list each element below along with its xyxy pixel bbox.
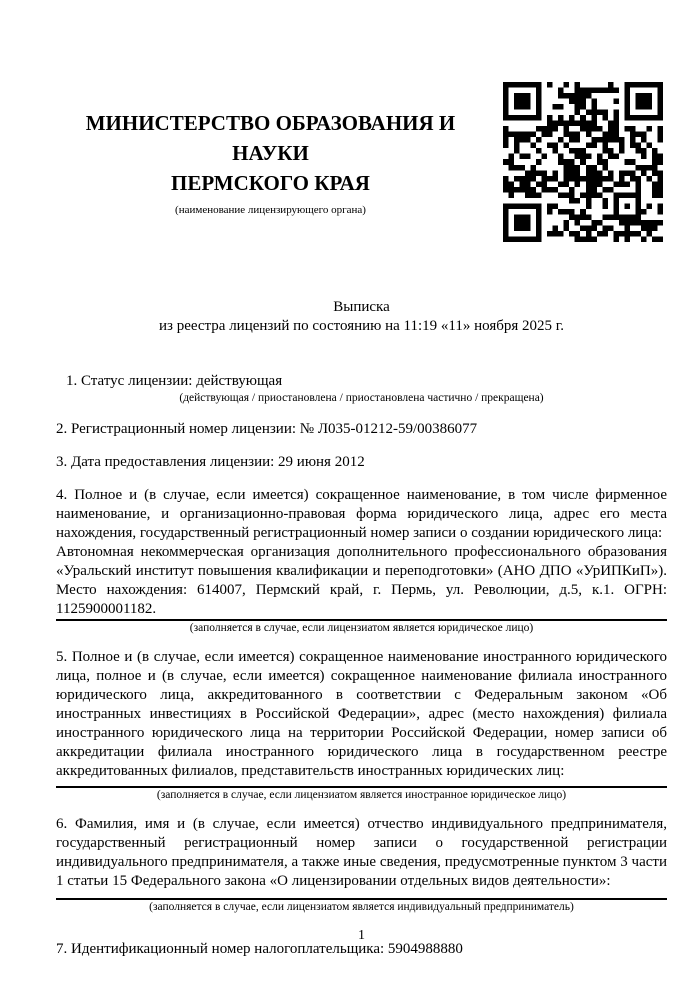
qr-code-icon — [503, 82, 663, 242]
legal-entity-caption: (заполняется в случае, если лицензиатом является юридическое лицо) — [189, 622, 534, 634]
license-registration-number: 2. Регистрационный номер лицензии: № Л035-01212-59/00386077 — [56, 421, 478, 437]
document-body — [56, 298, 667, 959]
foreign-entity-question: 5. Полное и (в случае, если имеется) сокращенное наименование иностранного юридического лица, полное и (в случае, если имеется) сокращенное наименование филиала иностранного юридического лица, аккредитованного в соответствии с Федеральным законом «Об иностранных инвестициях в Российской Федерации», адрес (место нахождения) филиала иностранного юридического лица на территории Российской Федерации, номер записи об аккредитации филиала иностранного юридического лица в государственном реестре аккредитованных филиалов, представительств иностранных юридических лиц: — [56, 649, 667, 779]
taxpayer-id: 7. Идентификационный номер налогоплательщика: 5904988880 — [56, 941, 463, 957]
license-status-caption: (действующая / приостановлена / приостановлена частично / прекращена) — [179, 392, 544, 404]
license-grant-date: 3. Дата предоставления лицензии: 29 июня 2012 — [56, 454, 365, 470]
legal-entity-question: 4. Полное и (в случае, если имеется) сокращенное наименование, в том числе фирменное наименование, и организационно-правовая форма юридического лица, адрес его места нахождения, государственный регистрационный номер записи о создании юридического лица: — [56, 487, 667, 541]
foreign-entity-caption: (заполняется в случае, если лицензиатом является иностранное юридическое лицо) — [156, 789, 567, 801]
ministry-name — [56, 108, 485, 198]
document-title — [56, 298, 667, 336]
entrepreneur-caption: (заполняется в случае, если лицензиатом является индивидуальный предприниматель) — [149, 901, 574, 913]
licensing-authority-block — [56, 108, 503, 217]
legal-entity-answer: Автономная некоммерческая организация дополнительного профессионального образования «Уральский институт повышения квалификации и переподготовки» (АНО ДПО «УрИПКиП»). Место нахождения: 614007, Пермский край, г. Пермь, ул. Революции, д.5, к.1. ОГРН: 1125900001182. — [56, 544, 667, 617]
ministry-caption: (наименование лицензирующего органа) — [175, 203, 366, 216]
page-number: 1 — [358, 928, 365, 943]
entrepreneur-question: 6. Фамилия, имя и (в случае, если имеется) отчество индивидуального предпринимателя, государственный регистрационный номер записи о государственной регистрации индивидуального предпринимателя, а также иные сведения, предусмотренные пунктом 3 части 1 статьи 15 Федерального закона «О лицензировании отдельных видов деятельности»: — [56, 816, 667, 889]
ministry-name-line2: ПЕРМСКОГО КРАЯ — [171, 170, 370, 195]
document-header — [0, 83, 700, 241]
document-title-line2: из реестра лицензий по состоянию на 11:19 «11» ноября 2025 г. — [159, 318, 564, 334]
document-title-line1: Выписка — [333, 299, 390, 315]
license-status: 1. Статус лицензии: действующая — [66, 373, 283, 389]
ministry-name-line1: МИНИСТЕРСТВО ОБРАЗОВАНИЯ И НАУКИ — [85, 110, 456, 165]
